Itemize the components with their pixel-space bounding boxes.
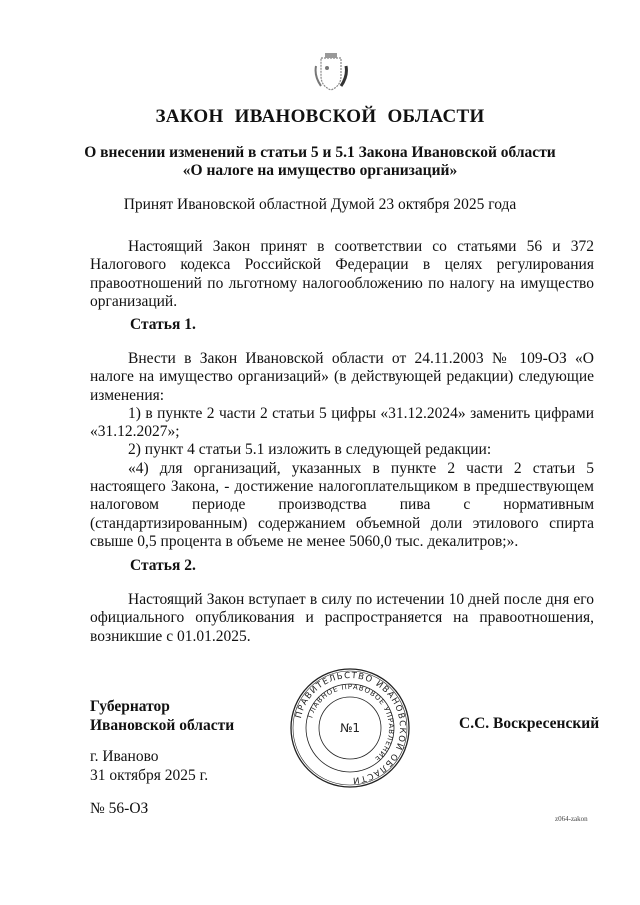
svg-text:ГЛАВНОЕ ПРАВОВОЕ УПРАВЛЕНИЕ: ГЛАВНОЕ ПРАВОВОЕ УПРАВЛЕНИЕ	[306, 682, 396, 764]
place-date	[90, 747, 208, 785]
article-2-body	[90, 591, 594, 646]
article-2-heading: Статья 2.	[130, 557, 196, 574]
article-1-body	[90, 350, 594, 551]
article-1-item-1: 1) в пункте 2 части 2 статьи 5 цифры «31.12.2024» заменить цифрами «31.12.2027»;	[90, 404, 594, 441]
adoption-note: Принят Ивановской областной Думой 23 октября 2025 года	[123, 196, 517, 213]
article-2-text: Настоящий Закон вступает в силу по истечении 10 дней после дня его официального опубликования и распространяется на правоотношения, возникшие с 01.01.2025.	[90, 591, 594, 645]
article-1-item-2: 2) пункт 4 статьи 5.1 изложить в следующей редакции:	[128, 441, 492, 459]
signatory-name: С.С. Воскресенский	[459, 715, 600, 732]
article-1-heading: Статья 1.	[130, 316, 196, 333]
law-subtitle	[0, 144, 640, 180]
law-number: № 56-ОЗ	[90, 800, 149, 817]
subtitle-line: «О налоге на имущество организаций»	[182, 162, 458, 179]
official-stamp-icon	[288, 666, 412, 790]
article-1-intro: Внести в Закон Ивановской области от 24.11.2003 № 109-ОЗ «О налоге на имущество организаций» (в действующей редакции) следующие изменения:	[90, 350, 594, 404]
place: г. Иваново	[90, 748, 159, 765]
svg-text:ПРАВИТЕЛЬСТВО ИВАНОВСКОЙ ОБЛАС: ПРАВИТЕЛЬСТВО ИВАНОВСКОЙ ОБЛАСТИ	[293, 670, 408, 786]
file-code: z064-zakon	[555, 815, 588, 823]
coat-of-arms-icon	[313, 52, 349, 92]
preamble-text: Настоящий Закон принят в соответствии со статьями 56 и 372 Налогового кодекса Российской Федерации в целях регулирования правоотношений по льготному налогообложению по налогу на имущество организаций.	[90, 238, 594, 310]
signatory-position	[90, 697, 234, 735]
stamp-number: №1	[339, 721, 361, 735]
article-1-item-2-text: «4) для организаций, указанных в пункте 2 части 2 статьи 5 настоящего Закона, - достижение налогоплательщиком в предшествующем налоговом периоде производства пива с нормативным (стандартизированным) содержанием объемной доли этилового спирта свыше 0,5 процента в объеме не менее 5060,0 тыс. декалитров;».	[90, 459, 594, 550]
law-title: ЗАКОН ИВАНОВСКОЙ ОБЛАСТИ	[155, 106, 485, 127]
preamble	[90, 238, 594, 311]
date: 31 октября 2025 г.	[90, 767, 209, 784]
position-line: Губернатор	[90, 698, 170, 715]
position-line: Ивановской области	[90, 717, 235, 734]
subtitle-line: О внесении изменений в статьи 5 и 5.1 Закона Ивановской области	[84, 144, 556, 161]
